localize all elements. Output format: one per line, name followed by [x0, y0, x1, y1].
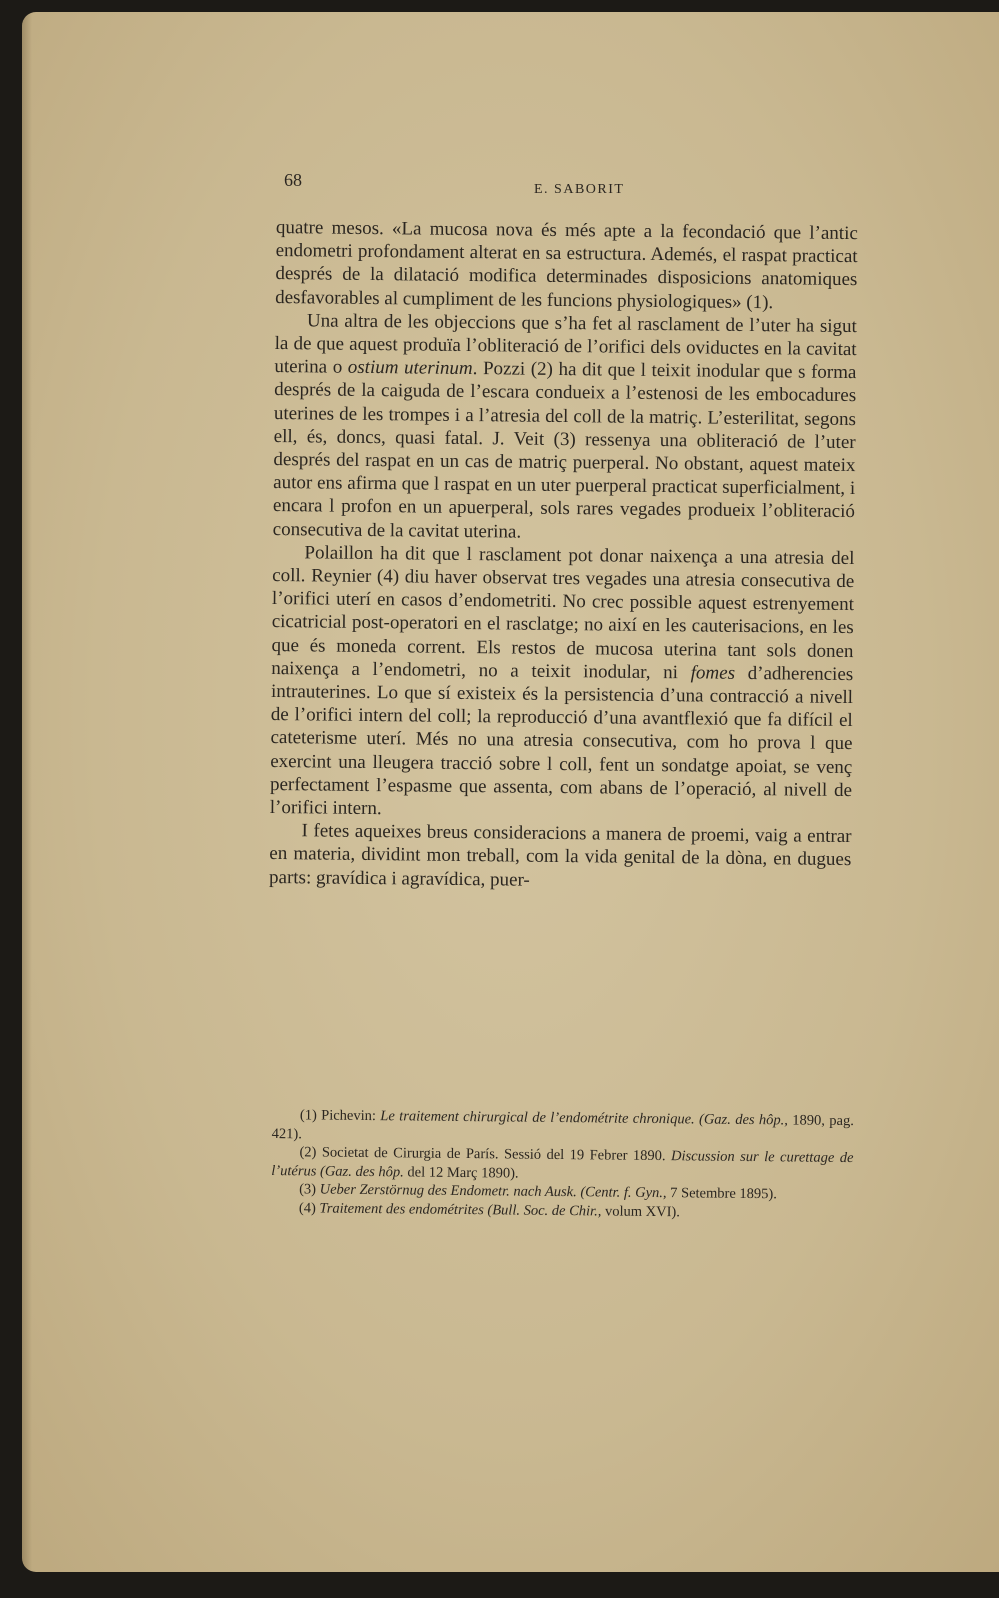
footnote-2-text-b: del 12 Març 1890). — [403, 1163, 519, 1182]
paragraph-3-italic: fomes — [690, 662, 736, 684]
paragraph-2-text-b: . Pozzi (2) ha dit que l teixit inodular que s forma després de la caiguda de l’escara condueix a l’estenosi de les embocadures uterines de les trompes i a l’atresia del coll de la matriç. L’esterilitat, segons ell, és, doncs, quasi fatal. J. Veit (3) ressenya una obliteració de l’uter després del raspat en un cas de matriç puerperal. No obstant, aquest mateix autor ens afirma que l raspat en un uter puerperal practicat superficialment, i encara l profon en un apuerperal, sols rares vegades produeix l’obliteració consecutiva de la cavitat uterina. — [272, 358, 857, 543]
footnote-1-text-b: 1890, pag. 421). — [271, 1112, 854, 1142]
paragraph-1 — [275, 216, 858, 315]
book-page — [22, 12, 999, 1572]
footnote-1-italic: Le traitement chirurgical de l’endométrite chronique. (Gaz. des hôp., — [380, 1108, 789, 1129]
paragraph-2-text-a: Una altra de les objeccions que s’ha fet al rasclament de l’uter ha sigut la de que aquest produïa l’obliteració de l’orifici dels oviductes en la cavitat uterina o — [274, 310, 857, 378]
footnote-1 — [272, 1106, 854, 1149]
paragraph-3-text-a: Polaillon ha dit que l rasclament pot donar naixença a una atresia del coll. Reynier (4) diu haver observat tres vegades una atresia consecutiva de l’orifici uterí en casos d’endometriti. No crec possible aquest estrenyement cicatricial post-operatori en el rasclatge; no així en les cauterisacions, en les que és moneda corrent. Els restos de mucosa uterina tant sols donen naixença a l’endometri, no a teixit inodular, ni — [271, 542, 855, 684]
footnote-2-italic: Discussion sur le curettage de l’utérus (Gaz. des hôp. — [271, 1148, 854, 1180]
footnote-3-italic: Ueber Zerstörnug des Endometr. nach Ausk. (Centr. f. Gyn., — [319, 1181, 667, 1202]
paragraph-3 — [270, 541, 855, 826]
paragraph-3-text-b: d’adherencies intrauterines. Lo que sí existeix és la persistencia d’una contracció a nivell de l’orifici intern del coll; la reproducció d’una avantflexió que fa difícil el cateterisme uterí. Més no una atresia consecutiva, com ho prova l que exercint una lleugera tracció sobre l coll, fent un sondatge apoiat, se venç perfectament l’espasme que assenta, com abans de l’operació, al nivell de l’orifici intern. — [269, 662, 854, 820]
paragraph-4 — [269, 819, 852, 895]
running-head — [284, 162, 904, 197]
page-edge-shadow — [22, 12, 32, 1572]
footnote-2 — [271, 1143, 853, 1186]
body-text — [269, 216, 858, 895]
page-number: 68 — [284, 170, 302, 190]
paragraph-4-text: I fetes aqueixes breus consideracions a manera de proemi, vaig a entrar en materia, dividint mon treball, com la vida genital de la dòna, en dugues parts: gravídica i agravídica, puer- — [268, 820, 852, 891]
footnote-3-text-a: (3) — [299, 1181, 320, 1198]
footnote-4-text-a: (4) — [298, 1199, 320, 1217]
footnote-2-text-a: (2) Societat de Cirurgia de París. Sessió del 19 Febrer 1890. — [299, 1144, 672, 1165]
paragraph-2 — [273, 309, 857, 547]
footnote-1-text-a: (1) Pichevin: — [299, 1107, 381, 1125]
footnote-4-italic: Traitement des endométrites (Bull. Soc. de Chir., — [319, 1200, 602, 1219]
footnotes — [271, 1106, 854, 1223]
author-name: E. SABORIT — [534, 182, 625, 197]
paragraph-1-text: quatre mesos. «La mucosa nova és més apte a la fecondació que l’antic endometri profondament alterat en sa estructura. Ademés, el raspat practicat després de la dilatació modifica determinades disposicions anatomiques desfavorables al cumpliment de les funcions physiologiques» (1). — [275, 216, 858, 313]
paragraph-2-italic: ostium uterinum — [347, 356, 473, 380]
footnote-4-text-b: volum XVI). — [601, 1202, 681, 1220]
footnote-3-text-b: 7 Setembre 1895). — [666, 1185, 777, 1203]
